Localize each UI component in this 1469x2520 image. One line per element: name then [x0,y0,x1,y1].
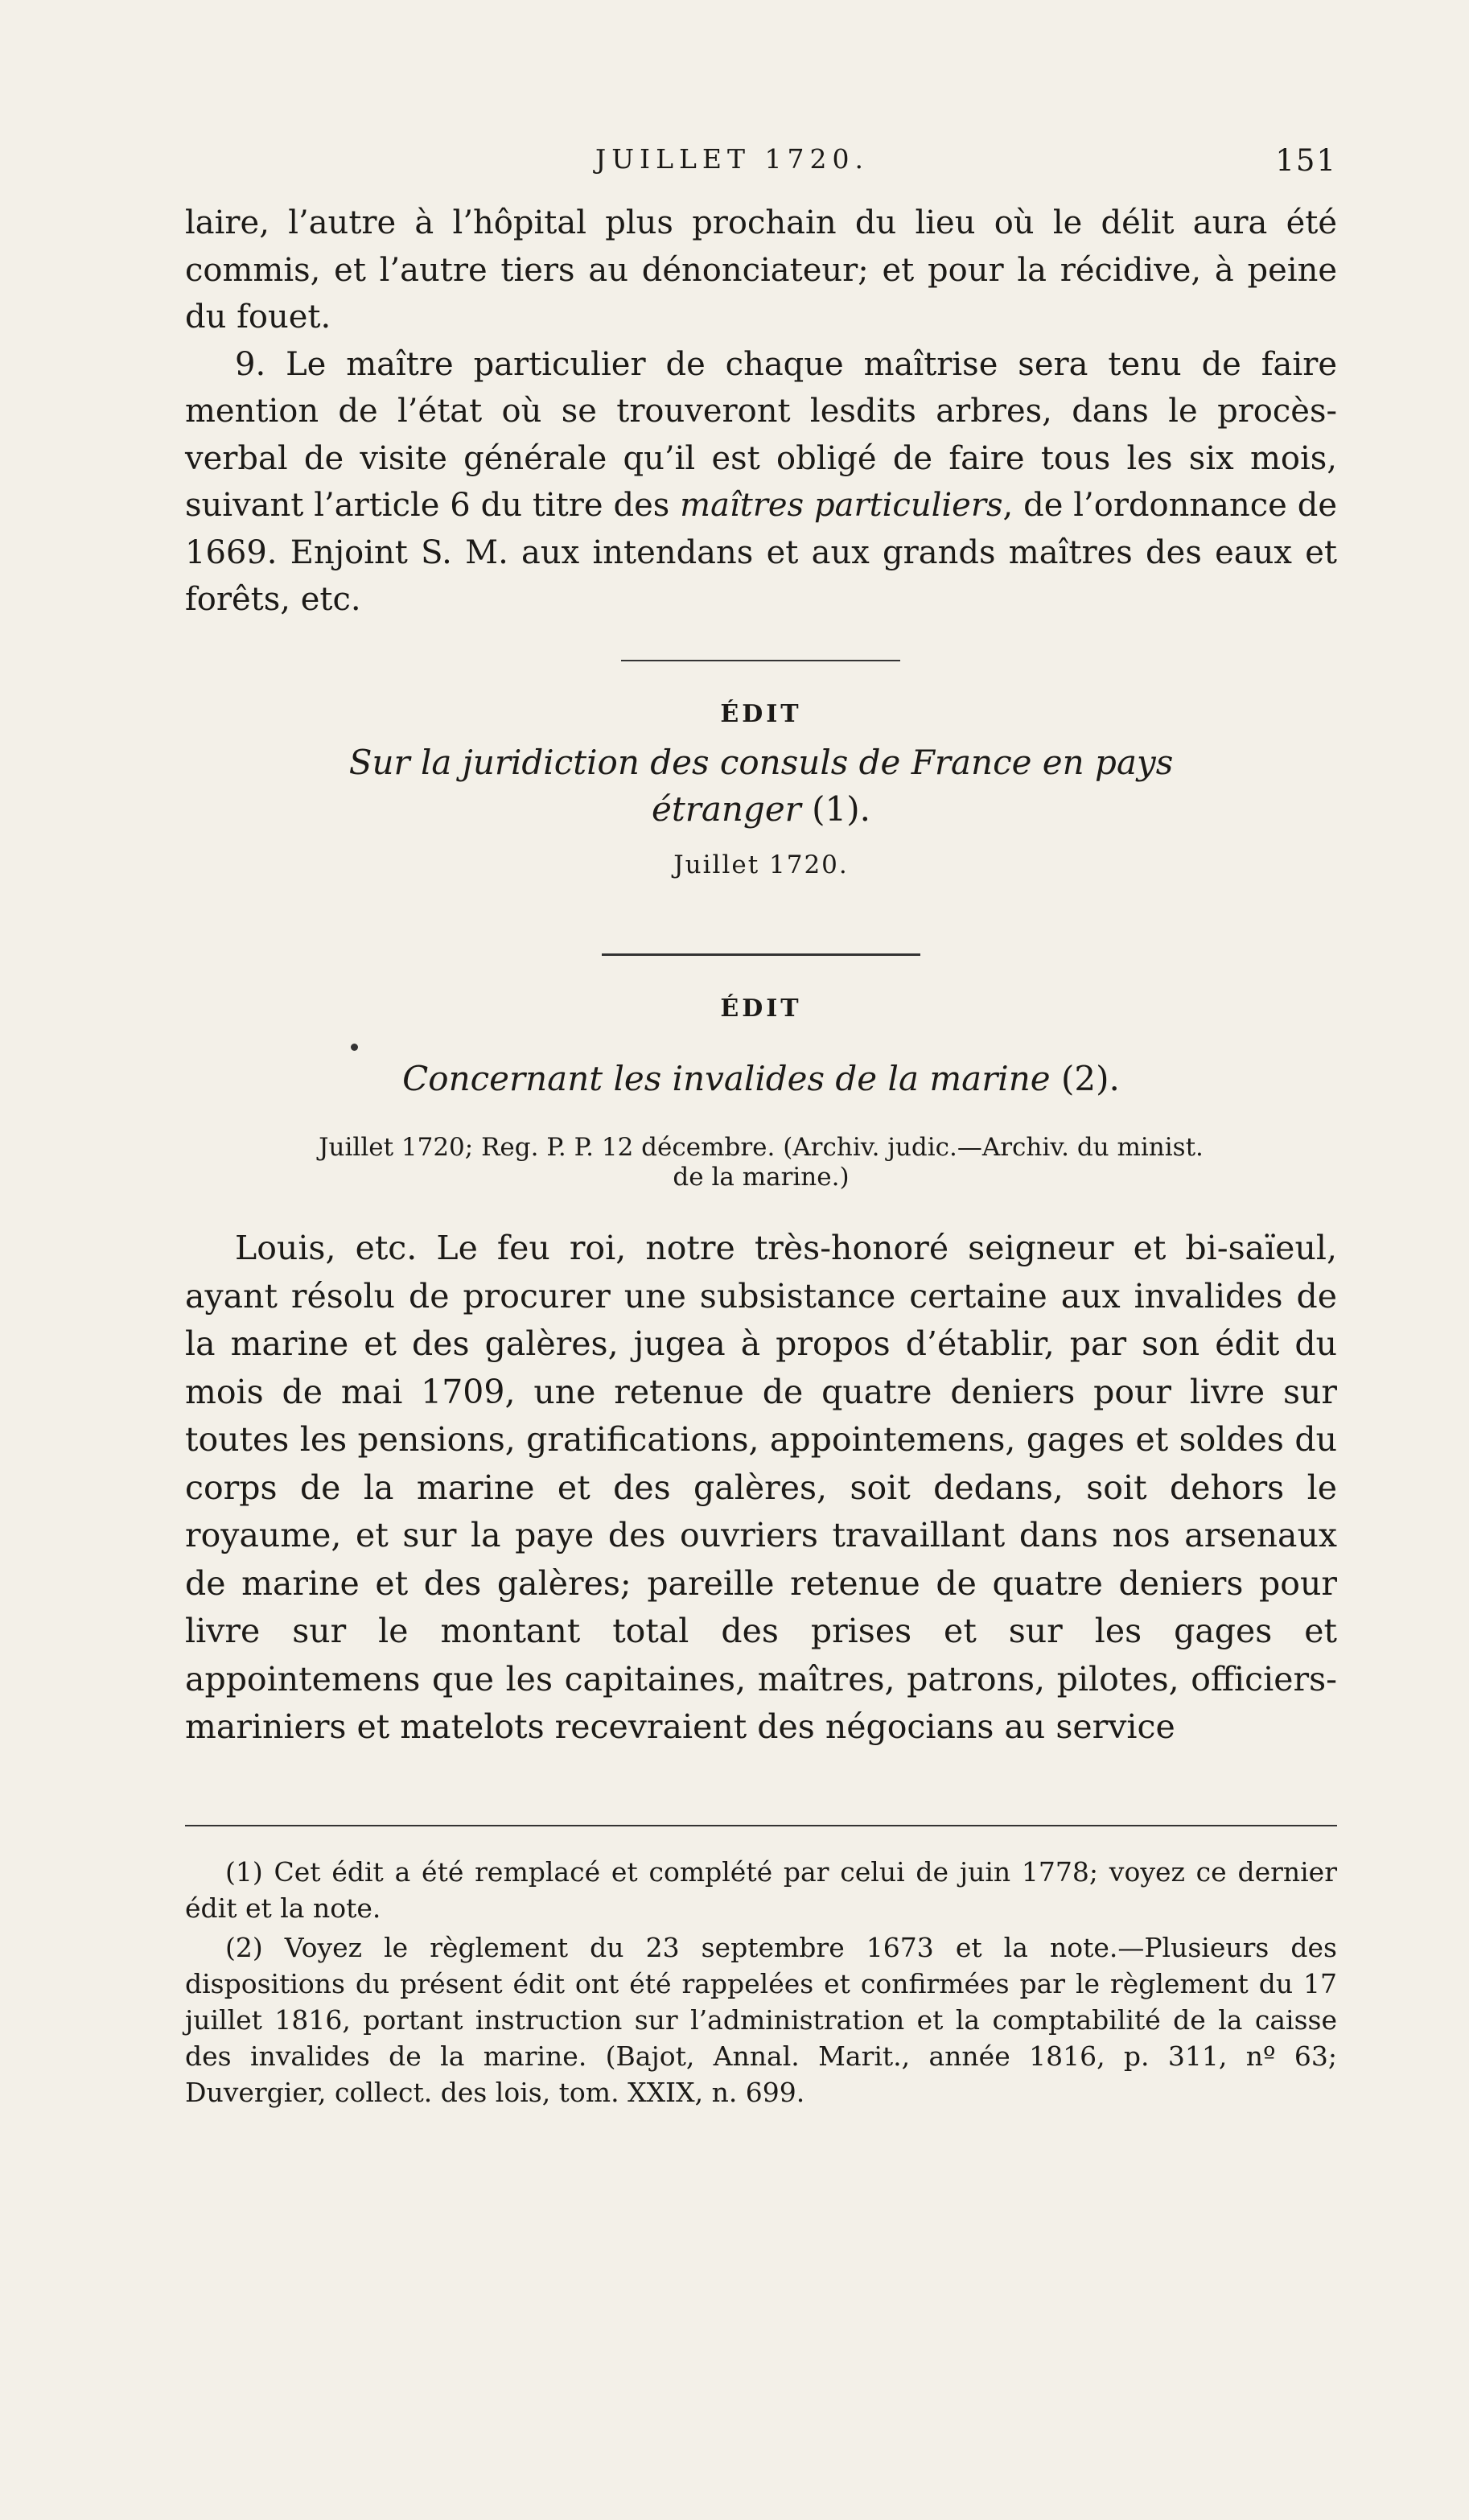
edict-1-title-word: étranger [652,789,801,829]
edict-2-source [185,1133,1337,1192]
article-9-end: , de l’ordonnance de 1669. Enjoint S. M. aux intendans et aux grands maîtres des eaux et forêts, etc. [185,487,1337,618]
running-head-title: JUILLET 1720. [595,143,869,175]
footnote-rule [185,1825,1337,1826]
edict-1-title-line1: Sur la juridiction des consuls de France en pays [348,743,1174,782]
edict-1-block [185,700,1337,879]
article-9-italic: maîtres particuliers [680,487,1003,524]
footnotes [185,1854,1337,2110]
article-9-paragraph [185,341,1337,624]
page-number: 151 [1275,143,1337,178]
edict-1-title-line2 [185,786,1337,833]
edict-2-title-text: Concernant les invalides de la marine [402,1059,1051,1098]
edict-2-label: ÉDIT [720,994,802,1023]
footnote-1: (1) Cet édit a été remplacé et complété par celui de juin 1778; voyez ce dernier édit et la note. [185,1856,1337,1924]
book-page [185,0,1337,2520]
running-head [185,143,1337,191]
edict-2-block [185,994,1337,1023]
edict-1-date: Juillet 1720. [673,850,849,879]
edict-2-body-paragraph: Louis, etc. Le feu roi, notre très-honoré seigneur et bi-saïeul, ayant résolu de procurer une subsistance certaine aux invalides de la marine et des galères, jugea à propos d’établir, par son édit du mois de mai 1709, une retenue de quatre deniers pour livre sur toutes les pensions, gratifications, appointemens, gages et soldes du corps de la marine et des galères, soit dedans, soit dehors le royaume, et sur la paye des ouvriers travaillant dans nos arsenaux de marine et des galères; pareille retenue de quatre deniers pour livre sur le montant total des prises et sur les gages et appointemens que les capitaines, maîtres, patrons, pilotes, officiers-mariniers et matelots recevraient des négocians au service [185,1229,1337,1746]
edict-2-title-block [185,1056,1337,1102]
edict-1-label: ÉDIT [720,700,802,728]
paragraph-continued: laire, l’autre à l’hôpital plus prochain du lieu où le délit aura été commis, et l’autre tiers au dénonciateur; et pour la récidive, à peine du fouet. [185,204,1337,336]
edict-2-source-line1: Juillet 1720; Reg. P. P. 12 décembre. (Archiv. judic.—Archiv. du minist. [319,1133,1204,1162]
footnote-2: (2) Voyez le règlement du 23 septembre 1673 et la note.—Plusieurs des dispositions du présent édit ont été rappelées et confirmées par le règlement du 17 juillet 1816, portant instruction sur l’administration et la comptabilité de la caisse des invalides de la marine. (Bajot, Annal. Marit., année 1816, p. 311, nº 63; Duvergier, collect. des lois, tom. XXIX, n. 699. [185,1932,1337,2108]
ink-dot [351,1044,358,1051]
separator-rule-2 [602,953,920,956]
edict-2-footnote-ref: (2). [1060,1059,1120,1098]
separator-rule-1 [621,660,900,661]
continuation-text [185,200,1337,624]
edict-2-title [185,1056,1337,1102]
edict-2-source-line2: de la marine.) [673,1163,850,1192]
article-9-start: 9. Le maître particulier de chaque maîtrise sera tenu de faire mention de l’état où se trouveront lesdits arbres, dans le procès-verbal de visite générale qu’il est obligé de faire tous les six mois, suivant l’article 6 du titre des [185,345,1337,524]
edict-1-footnote-ref: (1). [812,789,870,829]
edict-2-body [185,1225,1337,1752]
